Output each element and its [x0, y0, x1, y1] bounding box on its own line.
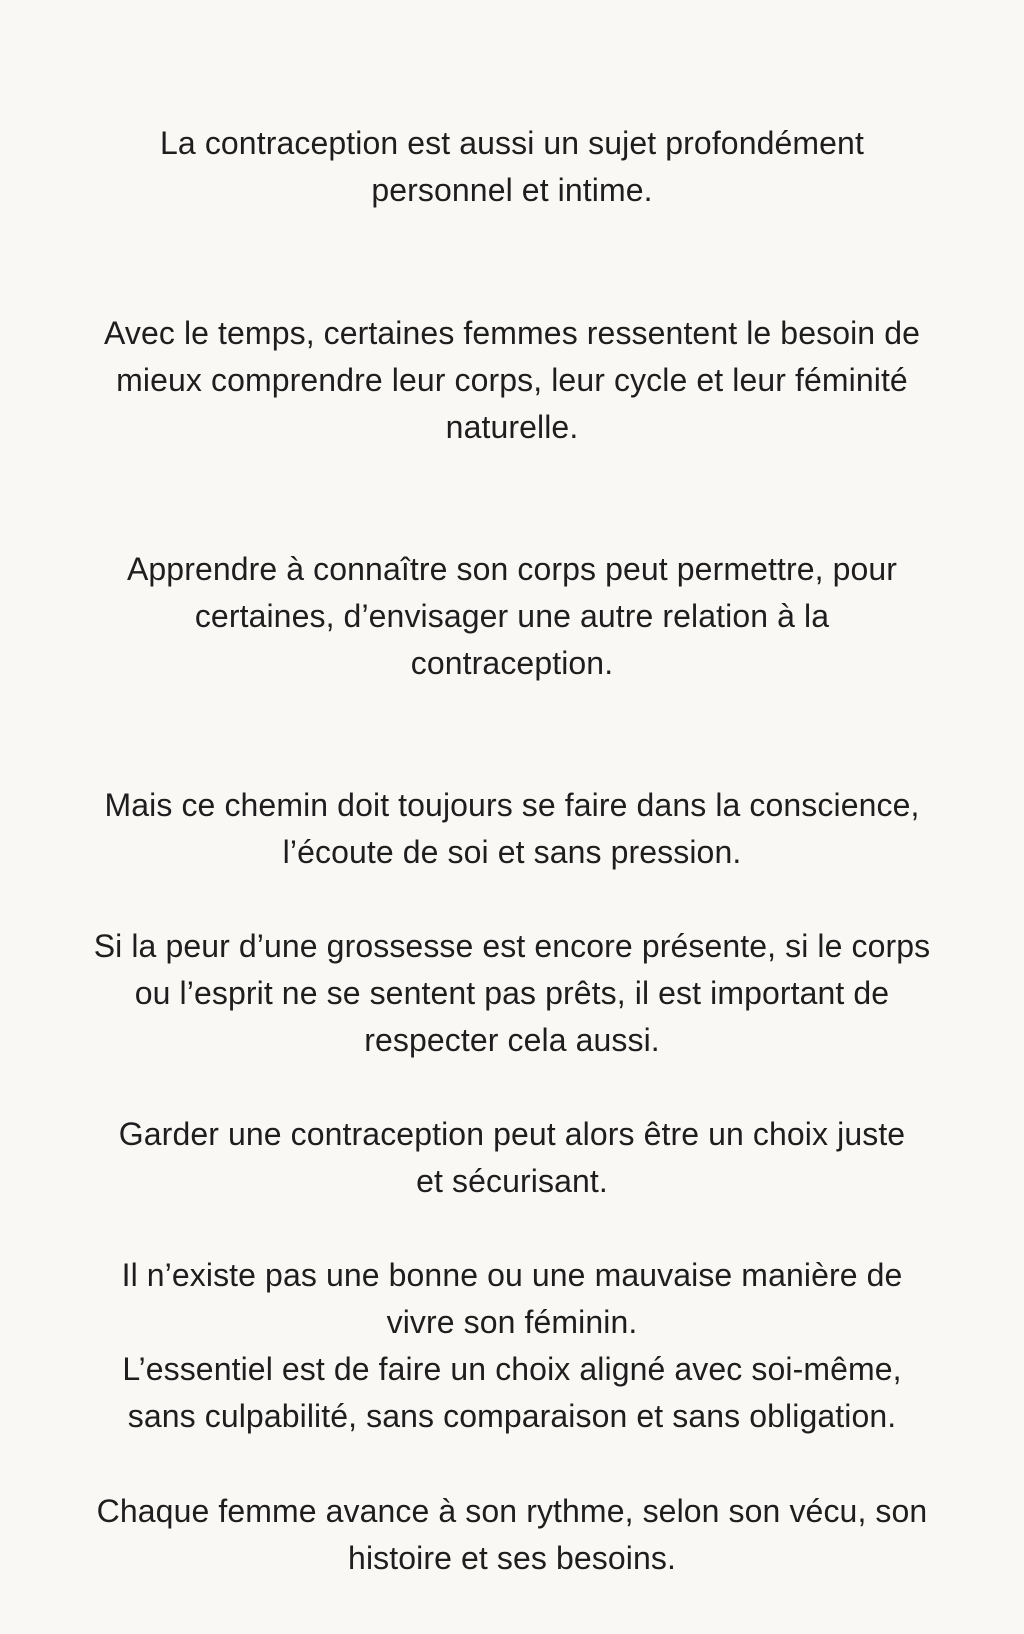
paragraph-avec-le-temps: Avec le temps, certaines femmes ressentent le besoin de mieux comprendre leur corps, leur cycle et leur féminité naturelle. [104, 315, 920, 445]
paragraph-apprendre-a-connaitre: Apprendre à connaître son corps peut permettre, pour certaines, d’envisager une autre relation à la contraception. [126, 551, 898, 681]
paragraph-contraception-intime: La contraception est aussi un sujet profondément personnel et intime. [160, 125, 864, 208]
paragraph-chemin-conscience: Mais ce chemin doit toujours se faire dans la conscience, l’écoute de soi et sans pression. [104, 787, 920, 870]
paragraph-choix-aligne: Il n’existe pas une bonne ou une mauvaise manière de vivre son féminin. L’essentiel est de faire un choix aligné avec soi-même, sans culpabilité, sans comparaison et sans obligation. [121, 1257, 903, 1434]
paragraph-peur-grossesse: Si la peur d’une grossesse est encore présente, si le corps ou l’esprit ne se sentent pas prêts, il est important de respecter cela aussi. [93, 928, 931, 1058]
paragraph-chaque-femme: Chaque femme avance à son rythme, selon son vécu, son histoire et ses besoins. [96, 1493, 928, 1576]
paragraph-garder-contraception: Garder une contraception peut alors être un choix juste et sécurisant. [118, 1116, 906, 1199]
